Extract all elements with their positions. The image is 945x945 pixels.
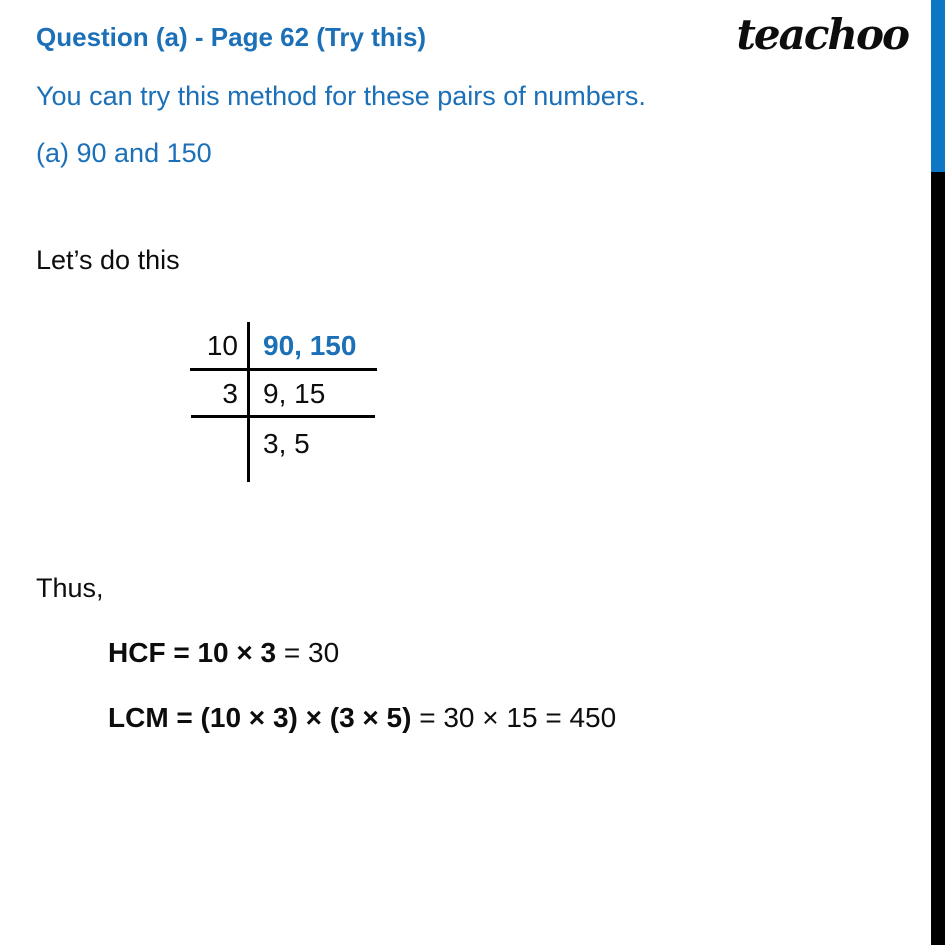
table-row-divisor: 10 — [206, 330, 238, 361]
thus-text: Thus, — [36, 573, 104, 603]
lcm-value: = 30 × 15 = 450 — [411, 702, 617, 733]
hcf-expression: HCF = 10 × 3 — [108, 637, 277, 668]
teachoo-logo: teachoo — [736, 10, 908, 59]
table-row-dividends: 90, 150 — [263, 330, 357, 361]
page-title: Question (a) - Page 62 (Try this) — [36, 22, 427, 52]
table-row-divisor: 3 — [222, 378, 238, 409]
table-horizontal-line-1 — [190, 368, 377, 371]
table-row-dividends: 9, 15 — [263, 378, 326, 409]
right-edge-blue-bar — [931, 0, 945, 172]
lcm-expression: LCM = (10 × 3) × (3 × 5) — [108, 702, 412, 733]
table-row-dividends: 3, 5 — [263, 428, 310, 459]
table-vertical-line — [247, 322, 250, 482]
lets-do-this-text: Let’s do this — [36, 245, 180, 275]
right-edge-black-bar — [931, 172, 945, 945]
lcm-result-line — [108, 702, 616, 734]
part-label: (a) 90 and 150 — [36, 138, 212, 168]
intro-text: You can try this method for these pairs of numbers. — [36, 81, 646, 111]
table-horizontal-line-2 — [191, 415, 375, 418]
hcf-value: = 30 — [276, 637, 340, 668]
hcf-result-line — [108, 637, 339, 669]
